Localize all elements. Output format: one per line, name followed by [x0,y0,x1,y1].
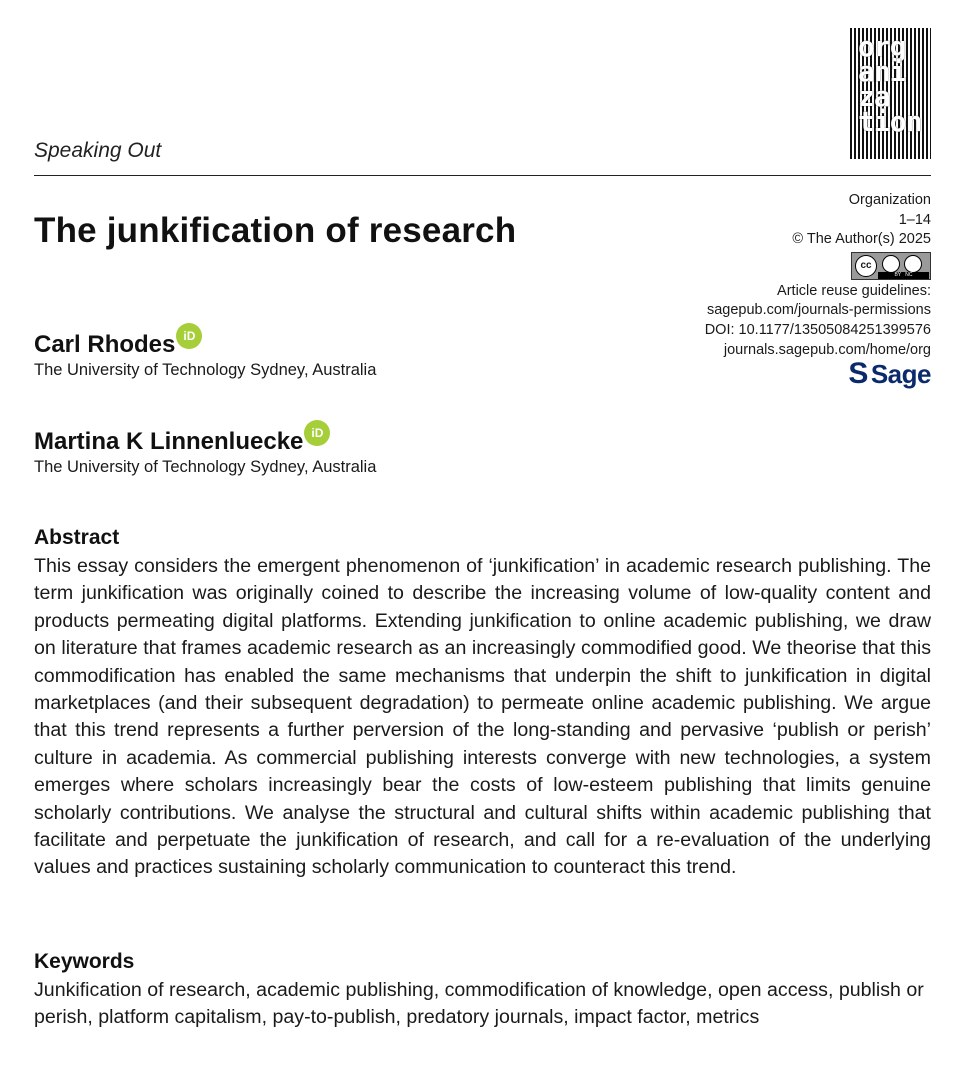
abstract-text: This essay considers the emergent phenomenon of ‘junkification’ in academic research publishing. The term junkification was originally coined to describe the increasing volume of low-quality content and products permeating digital platforms. Extending junkification to online academic publishing, we draw on literature that frames academic research as an increasingly commodified good. We theorise that this commodification has enabled the same mechanisms that underpin the shift to junkification in digital marketplaces (and their subsequent degradation) to permeate online academic publishing. We argue that this trend represents a further perversion of the long-standing and pervasive ‘publish or perish’ culture in academia. As commercial publishing interests converge with new technologies, a system emerges where scholars increasingly bear the costs of low-esteem publishing that limits genuine scholarly contributions. We analyse the structural and cultural shifts within academic publishing that facilitate and perpetuate the junkification of research, and call for a re-evaluation of the underlying values and practices sustaining scholarly communication to counteract this trend. [34,555,931,879]
reuse-link[interactable]: sagepub.com/journals-permissions [706,302,931,319]
orcid-icon[interactable]: iD [176,323,202,349]
author-name: Carl Rhodes [34,331,176,358]
article-metadata [704,191,931,391]
cc-icon: cc [855,255,877,277]
section-label: Speaking Out [34,139,162,162]
sage-s-icon: S [848,357,868,391]
nc-icon [904,255,922,273]
abstract-heading: Abstract [34,526,120,549]
keywords-heading: Keywords [34,950,135,973]
orcid-icon[interactable]: iD [304,420,330,446]
journal-url[interactable]: journals.sagepub.com/home/org [723,341,931,358]
author-affiliation: The University of Technology Sydney, Australia [34,361,377,379]
publisher-logo: S Sage [848,357,931,391]
author-1 [34,331,376,380]
journal-name: Organization [848,192,931,208]
author-affiliation: The University of Technology Sydney, Australia [34,458,377,476]
page-range: 1–14 [898,211,931,228]
header-rule [34,175,931,176]
journal-logo-text: org ani za tion [858,30,922,138]
by-icon [882,255,900,273]
author-2 [34,428,376,477]
copyright: © The Author(s) 2025 [792,231,931,248]
cc-license-icon[interactable] [851,252,931,280]
article-title: The junkification of research [34,211,517,250]
author-name: Martina K Linnenluecke [34,428,304,455]
doi[interactable]: DOI: 10.1177/13505084251399576 [704,321,931,338]
keywords-text: Junkification of research, academic publishing, commodification of knowledge, open access, publish or perish, platform capitalism, pay-to-publish, predatory journals, impact factor, metrics [34,979,924,1029]
license-band: BY NC [878,272,929,279]
reuse-label: Article reuse guidelines: [777,282,931,299]
